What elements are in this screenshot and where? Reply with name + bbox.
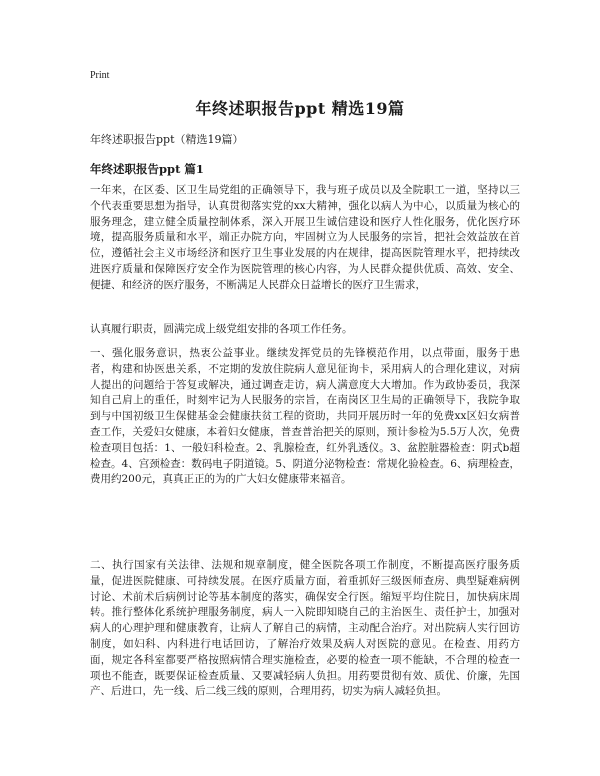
paragraph-regulations: 二、执行国家有关法律、法规和规章制度，健全医院各项工作制度，不断提高医疗服务质量，促进医院健康、可持续发展。在医疗质量方面，着重抓好三级医师查房、典型疑难病例讨论、术前术后病例讨论等基本制度的落实，确保安全行医。缩短平均住院日，加快病床周转。推行整体化系统护理服务制度，病人一入院即知晓自己的主治医生、责任护士，加强对病人的心理护理和健康教育，让病人了解自己的病情，主动配合治疗。对出院病人实行回访制度，如妇科、内科进行电话回访，了解治疗效果及病人对医院的意见。在检查、用药方面，规定各科室都要严格按照病情合理实施检查，必要的检查一项不能缺，不合理的检查一项也不能查，既要保证检查质量、又要减轻病人负担。用药要贯彻有效、质优、价廉，先国产、后进口，先一线、后二线三线的原则，合理用药，切实为病人减轻负担。 [90,559,520,698]
section-heading: 年终述职报告ppt 篇1 [90,162,204,176]
paragraph-duty: 认真履行职责，圆满完成上级党组安排的各项工作任务。 [90,323,353,335]
document-title: 年终述职报告ppt 精选19篇 [195,99,405,118]
paragraph-service: 一、强化服务意识，热衷公益事业。继续发挥党员的先锋模范作用，以点带面，服务于患者，构建和协医患关系，不定期的发放住院病人意见征询卡，采用病人的合理化建议，对病人提出的问题给于答复或解决，通过调查走访，病人满意度大大增加。作为政协委员，我深知自己肩上的重任，时刻牢记为人民服务的宗旨，在南岗区卫生局的正确领导下，我院争取到与中国初级卫生保健基金会健康扶贫工程的资助，共同开展历时一年的免费xx区妇女病普查工作，关爱妇女健康，本着妇女健康，普查普治把关的原则，预计参检为5.5万人次，免费检查项目包括：1、一般妇科检查。2、乳腺检查，红外乳透仪。3、盆腔脏器检查：阴式b超检查。4、宫颈检查：数码电子阴道镜。5、阴道分泌物检查：常规化验检查。6、病理检查，费用约200元，真真正正的为的广大妇女健康带来福音。 [90,347,520,486]
print-label: Print [90,70,110,81]
document-subtitle: 年终述职报告ppt（精选19篇） [90,133,244,146]
paragraph-intro: 一年来，在区委、区卫生局党组的正确领导下，我与班子成员以及全院职工一道，坚持以三个代表重要思想为指导，认真贯彻落实党的xx大精神，强化以病人为中心，以质量为核心的服务理念，建立健全质量控制体系，深入开展卫生诚信建设和医疗人性化服务，优化医疗环境，提高服务质量和水平，端正办院方向，牢固树立为人民服务的宗旨，把社会效益放在首位，遵循社会主义市场经济和医疗卫生事业发展的内在规律，提高医院管理水平，把持续改进医疗质量和保障医疗安全作为医院管理的核心内容，为人民群众提供优质、高效、安全、便捷、和经济的医疗服务，不断满足人民群众日益增长的医疗卫生需求， [90,184,520,291]
